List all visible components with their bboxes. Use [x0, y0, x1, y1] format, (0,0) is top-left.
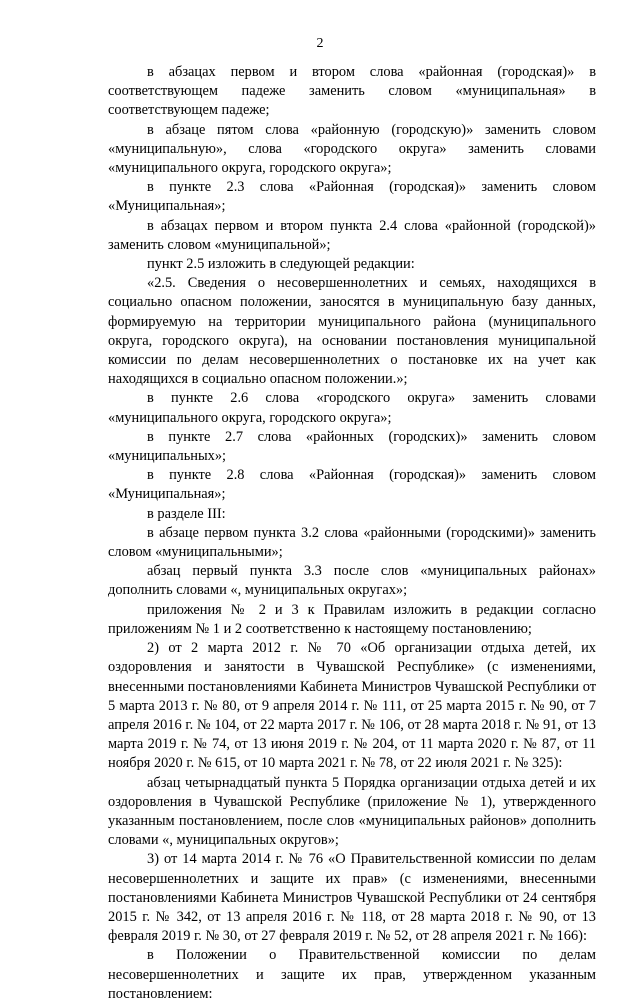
paragraph: в пункте 2.7 слова «районных (городских)» заменить словом «муниципальных»; [108, 428, 596, 465]
paragraph: 2) от 2 марта 2012 г. № 70 «Об организации отдыха детей, их оздоровления и занятости в Чувашской Республике» (с изменениями, внесенными постановлениями Кабинета Министров Чувашской Республики от 5 марта 2013 г. № 80, от 9 апреля 2014 г. № 111, от 25 марта 2015 г. № 90, от 7 апреля 2016 г. № 104, от 22 марта 2017 г. № 106, от 28 марта 2018 г. № 91, от 13 марта 2019 г. № 74, от 13 июня 2019 г. № 204, от 11 марта 2020 г. № 87, от 11 ноября 2020 г. № 615, от 10 марта 2021 г. № 78, от 22 июля 2021 г. № 325): [108, 640, 596, 772]
paragraph: абзац первый пункта 3.3 после слов «муниципальных районах» дополнить словами «, муниципальных округах»; [108, 563, 596, 599]
paragraph: в Положении о Правительственной комиссии по делам несовершеннолетних и защите их прав, утвержденном указанным постановлением: [108, 947, 596, 1002]
paragraph: 3) от 14 марта 2014 г. № 76 «О Правительственной комиссии по делам несовершеннолетних и защите их прав» (с изменениями, внесенными постановлениями Кабинета Министров Чувашской Республики от 24 сентября 2015 г. № 342, от 13 апреля 2016 г. № 118, от 28 марта 2018 г. № 90, от 13 февраля 2019 г. № 30, от 27 февраля 2019 г. № 52, от 28 апреля 2021 г. № 166): [108, 851, 596, 945]
page-number: 2 [316, 36, 324, 51]
paragraph: пункт 2.5 изложить в следующей редакции: [147, 256, 415, 273]
paragraph: в пункте 2.8 слова «Районная (городская)» заменить словом «Муниципальная»; [108, 467, 596, 503]
paragraph: в абзацах первом и втором слова «районная (городская)» в соответствующем падеже заменить словом «муниципальная» в соответствующем падеже; [108, 64, 596, 119]
paragraph: в пункте 2.3 слова «Районная (городская)» заменить словом «Муниципальная»; [108, 179, 596, 215]
document-body [108, 63, 596, 1004]
paragraph: в абзаце пятом слова «районную (городскую)» заменить словом «муниципальную», слова «городского округа» заменить словами «муниципального округа, городского округа»; [108, 121, 596, 177]
paragraph: в абзацах первом и втором пункта 2.4 слова «районной (городской)» заменить словом «муниципальной»; [108, 217, 596, 253]
quoted-paragraph: «2.5. Сведения о несовершеннолетних и семьях, находящихся в социально опасном положении, заносятся в муниципальную базу данных, формируемую на территории муниципального района (муниципального округа, городского округа), на основании постановления муниципальной комиссии по делам несовершеннолетних о постановке их на учет как находящихся в социально опасном положении.»; [108, 275, 596, 388]
paragraph: в разделе III: [147, 505, 226, 522]
paragraph: абзац четырнадцатый пункта 5 Порядка организации отдыха детей и их оздоровления в Чувашской Республике (приложение № 1), утвержденного указанным постановлением, после слов «муниципальных районов» дополнить словами «, муниципальных округов»; [108, 774, 596, 849]
paragraph: в абзаце первом пункта 3.2 слова «районными (городскими)» заменить словом «муниципальными»; [108, 524, 596, 561]
paragraph: приложения № 2 и 3 к Правилам изложить в редакции согласно приложениям № 1 и 2 соответственно к настоящему постановлению; [108, 601, 596, 637]
paragraph: в пункте 2.6 слова «городского округа» заменить словами «муниципального округа, городского округа»; [108, 390, 596, 426]
